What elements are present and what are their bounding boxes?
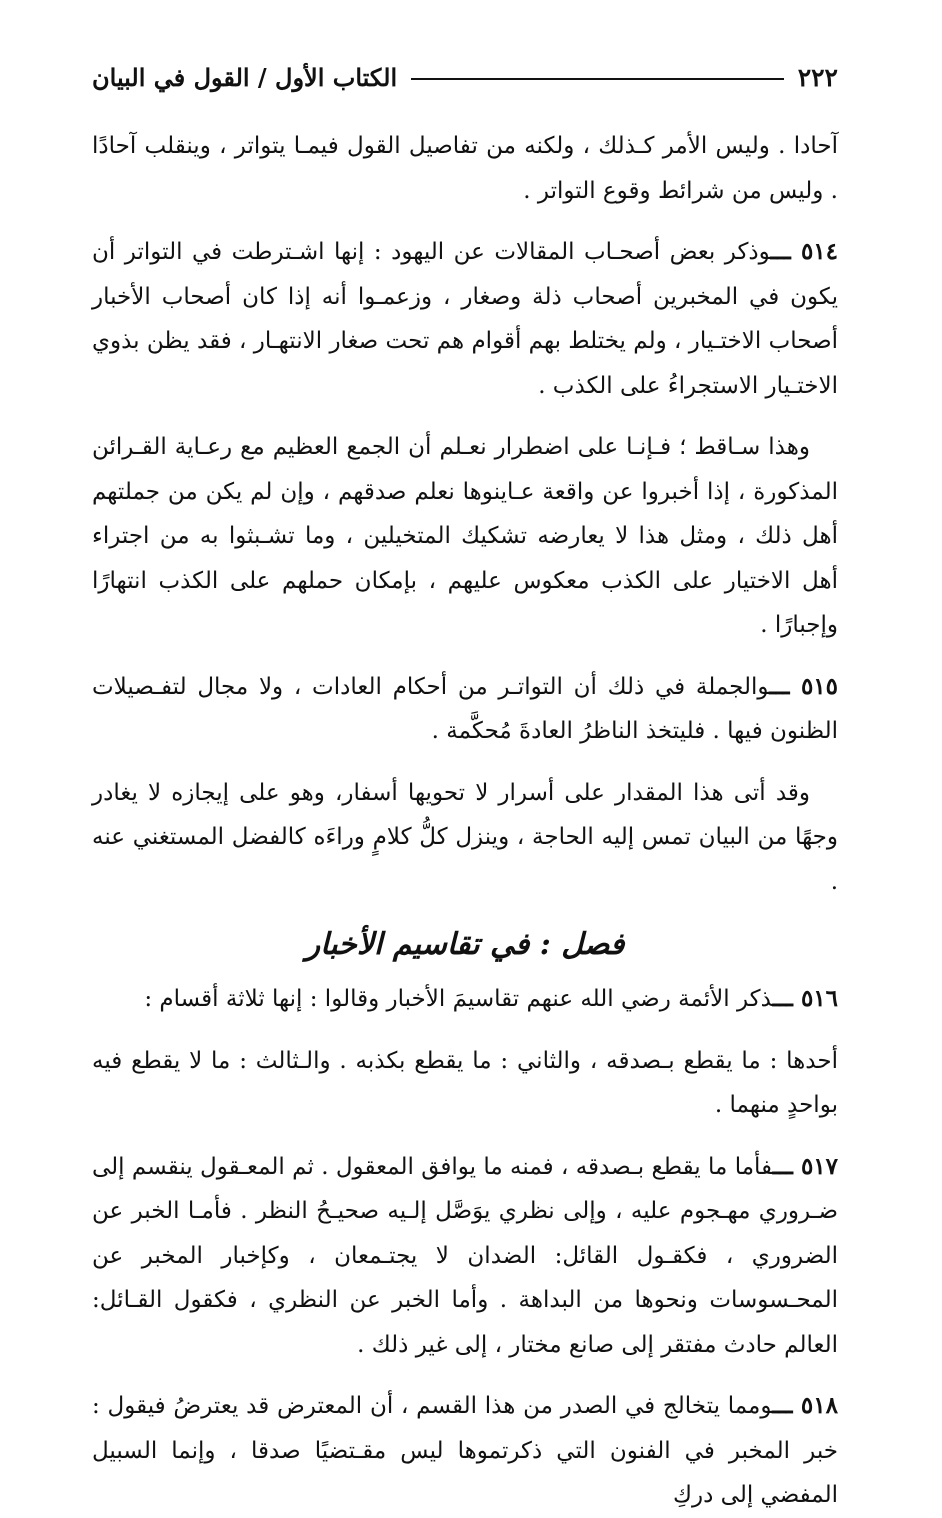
paragraph	[92, 771, 838, 905]
paragraph	[92, 425, 838, 648]
page-content	[92, 124, 838, 1518]
numbered-paragraph-518	[92, 1384, 838, 1518]
paragraph-number: ٥١٤ ـــ	[770, 238, 838, 265]
paragraph-text: فأما ما يقطع بـصدقه ، فمنه ما يوافق المعقول . ثم المعـقول ينقسم إلى ضـروري مهـجوم عليه ، وإلى نظري يوَصَّل إلـيه صحيـحُ النظر . فأمـا الخبر عن الضروري ، فكقـول القائل: الضدان لا يجتـمعان ، وكإخبار المخبر عن المحـسوسات ونحوها من البداهة . وأما الخبر عن النظري ، فكقول القـائل: العالم حادث مفتقر إلى صانع مختار ، إلى غير ذلك .	[92, 1153, 838, 1358]
running-title: الكتاب الأول / القول في البيان	[92, 62, 398, 92]
paragraph-number: ٥١٨ ـــ	[772, 1392, 838, 1419]
book-page	[92, 52, 839, 1508]
paragraph-text: والجملة في ذلك أن التواتـر من أحكام العادات ، ولا مجال لتفـصيلات الظنون فيها . فليتخذ الناظرُ العادةَ مُحكَّمة .	[92, 673, 838, 744]
paragraph-text: ذكر الأئمة رضي الله عنهم تقاسيمَ الأخبار وقالوا : إنها ثلاثة أقسام :	[144, 986, 773, 1012]
page-number: ٢٢٢	[797, 62, 838, 92]
paragraph	[92, 124, 838, 213]
paragraph-number: ٥١٥ ـــ	[769, 672, 838, 700]
running-header	[92, 52, 838, 102]
paragraph-text: وقد أتى هذا المقدار على أسرار لا تحويها أسفار، وهو على إيجازه لا يغادر وجهًا من البيان تمس إليه الحاجة ، وينزل كلُّ كلامٍ وراءَه كالفضل المستغني عنه .	[92, 779, 838, 895]
numbered-paragraph-516	[92, 977, 838, 1022]
paragraph	[92, 1039, 838, 1128]
numbered-paragraph-514	[92, 230, 838, 408]
paragraph-number: ٥١٧ ـــ	[772, 1152, 839, 1180]
numbered-paragraph-515	[92, 665, 838, 754]
paragraph-text: ومما يتخالج في الصدر من هذا القسم ، أن المعترض قد يعترضُ فيقول : خبر المخبر في الفنون التي ذكرتموها ليس مقـتضيًا صدقا ، وإنما السبيل المفضي إلى دركِ	[92, 1393, 838, 1508]
paragraph-number: ٥١٦ ـــ	[772, 985, 838, 1012]
paragraph-text: وهذا سـاقط ؛ فـإنـا على اضطرار نعـلم أن الجمع العظيم مع رعـاية القـرائن المذكورة ، إذا أخبروا عن واقعة عـاينوها نعلم صدقهم ، وإن لم يكن من جملتهم أهل ذلك ، ومثل هذا لا يعارضه تشكيك المتخيلين ، وما تشـبثوا به من اجتراء أهل الاختيار على الكذب معكوس عليهم ، بإمكان حملهم على الكذب انتهارًا وإجبارًا .	[92, 434, 838, 638]
paragraph-text: وذكر بعض أصحـاب المقالات عن اليهود : إنها اشـترطت في التواتر أن يكون في المخبرين أصحاب ذلة وصغار ، وزعمـوا أنه إذا كان أصحاب الأخبار أصحاب الاختـيار ، ولم يختلط بهم أقوام هم تحت صغار الانتهـار ، فقد يظن بذوي الاختـيار الاستجراءُ على الكذب .	[92, 239, 838, 399]
paragraph-text: أحدها : ما يقطع بـصدقه ، والثاني : ما يقطع بكذبه . والـثالث : ما لا يقطع فيه بواحدٍ منهما .	[92, 1047, 838, 1118]
numbered-paragraph-517	[92, 1145, 838, 1368]
header-rule	[411, 78, 784, 80]
section-heading: فصل : في تقاسيم الأخبار	[305, 927, 625, 962]
paragraph-text: آحادا . وليس الأمر كـذلك ، ولكنه من تفاصيل القول فيمـا يتواتر ، وينقلب آحادًا . وليس من شرائط وقوع التواتر .	[92, 133, 838, 204]
